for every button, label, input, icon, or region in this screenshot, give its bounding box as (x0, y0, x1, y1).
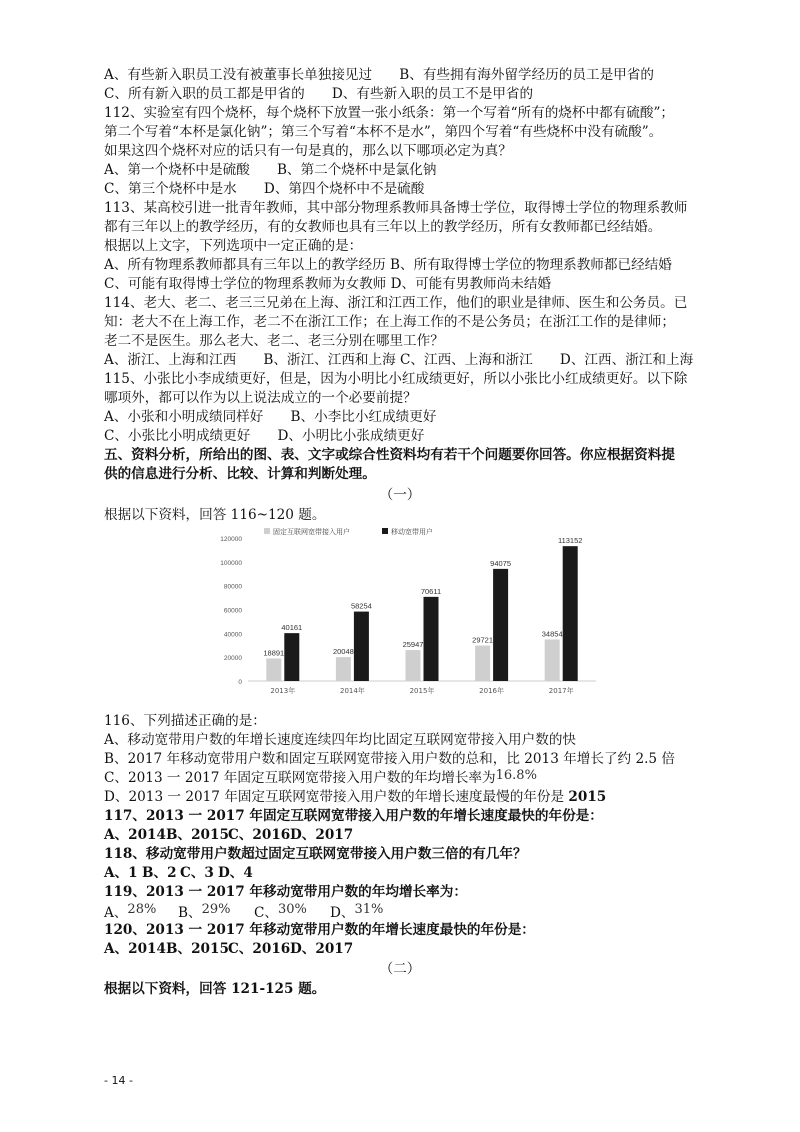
y-tick-label: 20000 (223, 655, 242, 663)
fixed-broadband-bar (336, 657, 351, 681)
mobile-broadband-bar (354, 612, 369, 681)
q119-option-a-value: 28% (127, 902, 157, 917)
q118-options (104, 864, 253, 883)
q116-option-c-text: C、2013 一 2017 年固定互联网宽带接入用户数的年均增长率为 (104, 770, 496, 786)
q114-stem-1: 114、老大、老二、老三三兄弟在上海、浙江和江西工作，他们的职业是律师、医生和公务员。已 (104, 295, 688, 311)
y-tick-label: 120000 (220, 536, 242, 543)
q119-option-d-value: 31% (354, 902, 384, 917)
fixed-broadband-bar (266, 658, 281, 681)
q116-option-d (104, 788, 606, 807)
q112-option-cd: C、第三个烧杯中是水 D、第四个烧杯中不是硫酸 (104, 181, 425, 197)
x-tick-label: 2015年 (409, 687, 435, 695)
data-label: 113152 (557, 536, 583, 546)
data-label: 40161 (281, 623, 303, 633)
q118-option-d: D、4 (218, 865, 253, 881)
q118-stem: 118、移动宽带用户数超过固定互联网宽带接入用户数三倍的有几年？ (104, 846, 527, 862)
data-label: 20048 (332, 647, 354, 657)
mobile-broadband-bar (424, 597, 439, 681)
q114-options: A、浙江、上海和江西 B、浙江、江西和上海 C、江西、上海和浙江 D、江西、浙江和上海 (104, 352, 694, 368)
q115-stem-2: 哪项外，都可以作为以上说法成立的一个必要前提？ (104, 390, 417, 406)
q118-option-a: A、1 (104, 865, 138, 881)
q117-options (104, 826, 353, 845)
q120-options (104, 940, 353, 959)
q117-option-b: B、2015 (166, 827, 229, 843)
q112-stem-1: 112、实验室有四个烧杯，每个烧杯下放置一张小纸条：第一个写着“所有的烧杯中都有硫酸”； (104, 105, 674, 121)
q118-option-b: B、2 (142, 865, 177, 881)
q115-option-ab: A、小张和小明成绩同样好 B、小李比小红成绩更好 (104, 409, 437, 425)
q114-stem-3: 老二不是医生。那么老大、老二、老三分别在哪里工作？ (104, 333, 444, 349)
q116-option-d-text: D、2013 一 2017 年固定互联网宽带接入用户数的年增长速度最慢的年份是 (104, 789, 569, 805)
q113-stem-2: 都有三年以上的教学经历，有的女教师也具有三年以上的教学经历，所有女教师都已经结婚。 (104, 219, 662, 235)
material-intro-121: 根据以下资料，回答 121-125 题。 (104, 981, 326, 997)
q116-option-c (104, 769, 537, 788)
q111-option-cd: C、所有新入职的员工都是甲省的 D、有些新入职的员工不是甲省的 (104, 86, 534, 102)
data-label: 18891 (263, 648, 285, 658)
q117-option-d: D、2017 (290, 827, 354, 843)
q113-option-cd: C、可能有取得博士学位的物理系教师为女教师 D、可能有男教师尚未结婚 (104, 276, 552, 292)
material-intro-116: 根据以下资料，回答 116~120 题。 (104, 507, 326, 523)
fixed-broadband-bar (475, 646, 490, 681)
legend-label: 移动宽带用户 (391, 528, 433, 536)
q120-option-c: C、2016 (228, 941, 291, 957)
q112-stem-2: 第二个写着“本杯是氯化钠”；第三个写着“本杯不是水”，第四个写着“有些烧杯中没有硫酸”。 (104, 124, 663, 140)
q119-option-d-letter: D、 (330, 905, 355, 921)
section-heading-2: 供的信息进行分析、比较、计算和判断处理。 (104, 466, 376, 482)
q113-stem-1: 113、某高校引进一批青年教师，其中部分物理系教师具备博士学位，取得博士学位的物理系教师 (104, 200, 688, 216)
page-number: - 14 - (104, 1074, 133, 1087)
fixed-broadband-bar (406, 650, 421, 681)
q117-option-c: C、2016 (228, 827, 291, 843)
q120-option-d: D、2017 (290, 941, 354, 957)
mobile-broadband-bar (563, 546, 578, 681)
q119-option-c-value: 30% (278, 902, 307, 917)
q112-stem-3: 如果这四个烧杯对应的话只有一句是真的，那么以下哪项必定为真？ (104, 143, 512, 159)
legend-label: 固定互联网宽带接入用户 (273, 528, 350, 536)
mobile-broadband-bar (493, 569, 508, 681)
fixed-broadband-bar (545, 639, 560, 681)
q113-stem-3: 根据以上文字，下列选项中一定正确的是： (104, 238, 363, 254)
q118-option-c: C、3 (180, 865, 214, 881)
q114-stem-2: 知：老大不在上海工作，老二不在浙江工作；在上海工作的不是公务员；在浙江工作的是律师； (104, 314, 675, 330)
data-label: 29721 (472, 635, 494, 645)
q112-option-ab: A、第一个烧杯中是硫酸 B、第二个烧杯中是氯化钠 (104, 162, 437, 178)
x-tick-label: 2016年 (479, 687, 505, 695)
q111-option-ab: A、有些新入职员工没有被董事长单独接见过 B、有些拥有海外留学经历的员工是甲省的 (104, 67, 654, 83)
data-label: 34854 (541, 629, 563, 639)
y-tick-label: 100000 (220, 559, 242, 567)
broadband-users-bar-chart (208, 520, 600, 702)
q119-option-b-letter: B、 (178, 905, 202, 921)
y-tick-label: 60000 (223, 607, 242, 615)
q119-option-c-letter: C、 (254, 905, 278, 921)
q116-option-a: A、移动宽带用户数的年增长速度连续四年均比固定互联网宽带接入用户数的快 (104, 732, 577, 748)
q120-stem: 120、2013 一 2017 年移动宽带用户数的年增长速度最快的年份是： (104, 922, 535, 938)
q116-option-c-value: 16.8% (495, 768, 537, 783)
section-heading-1: 五、资料分析，所给出的图、表、文字或综合性资料均有若干个问题要你回答。你应根据资料提 (104, 447, 675, 463)
x-tick-label: 2017年 (548, 687, 574, 695)
q116-option-b: B、2017 年移动宽带用户数和固定互联网宽带接入用户数的总和，比 2013 年增长了约 2.5 倍 (104, 751, 675, 767)
x-tick-label: 2014年 (339, 687, 365, 695)
data-label: 70611 (420, 586, 442, 596)
q113-option-ab: A、所有物理系教师都具有三年以上的教学经历 B、所有取得博士学位的物理系教师都已经结婚 (104, 257, 672, 273)
q117-stem: 117、2013 一 2017 年固定互联网宽带接入用户数的年增长速度最快的年份是： (104, 808, 603, 824)
y-tick-label: 40000 (223, 631, 242, 639)
part-two-label: （二） (379, 961, 421, 977)
data-label: 94075 (490, 558, 512, 568)
y-tick-label: 0 (238, 679, 242, 686)
legend-swatch (264, 528, 270, 534)
data-label: 58254 (350, 601, 372, 611)
q120-option-a: A、2014 (104, 941, 166, 957)
q116-option-d-value: 2015 (568, 789, 607, 805)
q119-stem: 119、2013 一 2017 年移动宽带用户数的年均增长率为： (104, 884, 467, 900)
data-label: 25947 (402, 640, 424, 650)
part-one-label: （一） (379, 487, 421, 503)
q117-option-a: A、2014 (104, 827, 166, 843)
q116-stem: 116、下列描述正确的是： (104, 713, 266, 729)
q115-option-cd: C、小张比小明成绩更好 D、小明比小张成绩更好 (104, 428, 425, 444)
legend-swatch (382, 528, 388, 534)
x-tick-label: 2013年 (270, 687, 296, 695)
q119-option-a-letter: A、 (104, 905, 128, 921)
y-tick-label: 80000 (223, 583, 242, 591)
q115-stem-1: 115、小张比小李成绩更好，但是，因为小明比小红成绩更好，所以小张比小红成绩更好。以下除 (104, 371, 688, 387)
q120-option-b: B、2015 (166, 941, 229, 957)
q119-option-b-value: 29% (201, 902, 231, 917)
mobile-broadband-bar (284, 633, 299, 681)
